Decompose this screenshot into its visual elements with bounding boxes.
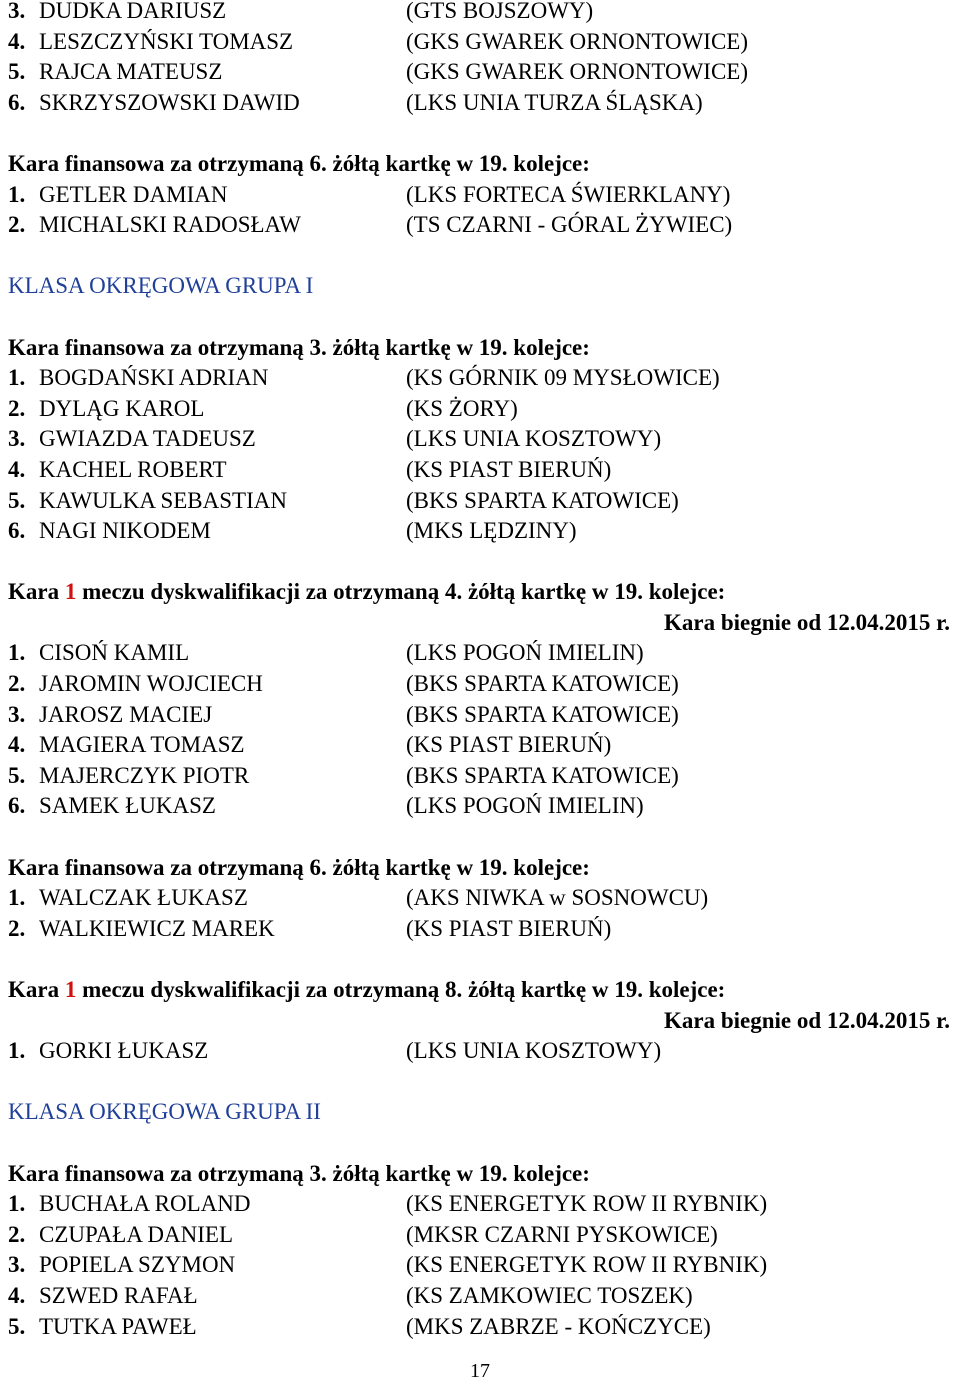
list-item: 2. JAROMIN WOJCIECH (BKS SPARTA KATOWICE) bbox=[8, 671, 679, 697]
page-number: 17 bbox=[470, 1360, 490, 1382]
list-item: 5. MAJERCZYK PIOTR (BKS SPARTA KATOWICE) bbox=[8, 762, 679, 788]
spacer bbox=[8, 944, 958, 975]
list-item: 2. DYLĄG KAROL (KS ŻORY) bbox=[8, 395, 518, 421]
suspension4-start-date: Kara biegnie od 12.04.2015 r. bbox=[663, 609, 950, 635]
section-title-group-1: KLASA OKRĘGOWA GRUPA I bbox=[8, 273, 314, 299]
list-item: 1. GETLER DAMIAN (LKS FORTECA ŚWIERKLANY) bbox=[8, 181, 731, 207]
list-item: 2. CZUPAŁA DANIEL (MKSR CZARNI PYSKOWICE) bbox=[8, 1221, 718, 1247]
list-item: 2. MICHALSKI RADOSŁAW (TS CZARNI - GÓRAL ŻYWIEC) bbox=[8, 212, 733, 238]
spacer bbox=[8, 241, 958, 272]
list-item: 1. BUCHAŁA ROLAND (KS ENERGETYK ROW II RYBNIK) bbox=[8, 1191, 768, 1217]
list-item: 1. WALCZAK ŁUKASZ (AKS NIWKA w SOSNOWCU) bbox=[8, 885, 709, 911]
list-item: 1. GORKI ŁUKASZ (LKS UNIA KOSZTOWY) bbox=[8, 1038, 662, 1064]
spacer bbox=[8, 1067, 958, 1098]
spacer bbox=[8, 547, 958, 578]
list-item: 4. MAGIERA TOMASZ (KS PIAST BIERUŃ) bbox=[8, 732, 612, 758]
list-item: 4. KACHEL ROBERT (KS PIAST BIERUŃ) bbox=[8, 456, 612, 482]
list-item: 1. BOGDAŃSKI ADRIAN (KS GÓRNIK 09 MYSŁOWICE) bbox=[8, 365, 720, 391]
suspension8-start-date: Kara biegnie od 12.04.2015 r. bbox=[663, 1007, 950, 1033]
list-item: 5. KAWULKA SEBASTIAN (BKS SPARTA KATOWICE) bbox=[8, 487, 679, 513]
list-item: 6. SAMEK ŁUKASZ (LKS POGOŃ IMIELIN) bbox=[8, 793, 644, 819]
spacer bbox=[8, 822, 958, 853]
list-item: 3. GWIAZDA TADEUSZ (LKS UNIA KOSZTOWY) bbox=[8, 426, 662, 452]
list-item: 6. SKRZYSZOWSKI DAWID (LKS UNIA TURZA ŚLĄSKA) bbox=[8, 89, 703, 115]
spacer bbox=[8, 118, 958, 149]
list-item: 4. SZWED RAFAŁ (KS ZAMKOWIEC TOSZEK) bbox=[8, 1282, 693, 1308]
list-item: 2. WALKIEWICZ MAREK (KS PIAST BIERUŃ) bbox=[8, 915, 612, 941]
suspension8-header: Kara 1 meczu dyskwalifikacji za otrzymaną 8. żółtą kartkę w 19. kolejce: bbox=[8, 977, 726, 1002]
suspension4-header: Kara 1 meczu dyskwalifikacji za otrzymaną 4. żółtą kartkę w 19. kolejce: bbox=[8, 579, 726, 605]
list-item: 3. POPIELA SZYMON (KS ENERGETYK ROW II RYBNIK) bbox=[8, 1252, 768, 1278]
list-item: 5. TUTKA PAWEŁ (MKS ZABRZE - KOŃCZYCE) bbox=[8, 1313, 711, 1339]
section-title-group-2: KLASA OKRĘGOWA GRUPA II bbox=[8, 1099, 321, 1125]
spacer bbox=[8, 1128, 958, 1159]
list-item: 1. CISOŃ KAMIL (LKS POGOŃ IMIELIN) bbox=[8, 640, 644, 666]
list-item: 5. RAJCA MATEUSZ (GKS GWAREK ORNONTOWICE) bbox=[8, 59, 748, 85]
spacer bbox=[8, 302, 958, 333]
list-item: 6. NAGI NIKODEM (MKS LĘDZINY) bbox=[8, 518, 577, 544]
top-list bbox=[8, 0, 958, 118]
fine6-header-group-1: Kara finansowa za otrzymaną 6. żółtą kartkę w 19. kolejce: bbox=[8, 854, 590, 880]
fine3-header: Kara finansowa za otrzymaną 3. żółtą kartkę w 19. kolejce: bbox=[8, 334, 590, 360]
document-page bbox=[8, 0, 958, 1342]
fine6-header: Kara finansowa za otrzymaną 6. żółtą kartkę w 19. kolejce: bbox=[8, 150, 590, 176]
list-item: 3. DUDKA DARIUSZ (GTS BOJSZOWY) bbox=[8, 0, 594, 23]
list-item: 3. JAROSZ MACIEJ (BKS SPARTA KATOWICE) bbox=[8, 701, 679, 727]
list-item: 4. LESZCZYŃSKI TOMASZ (GKS GWAREK ORNONTOWICE) bbox=[8, 28, 748, 54]
fine3-header-group-2: Kara finansowa za otrzymaną 3. żółtą kartkę w 19. kolejce: bbox=[8, 1160, 590, 1186]
